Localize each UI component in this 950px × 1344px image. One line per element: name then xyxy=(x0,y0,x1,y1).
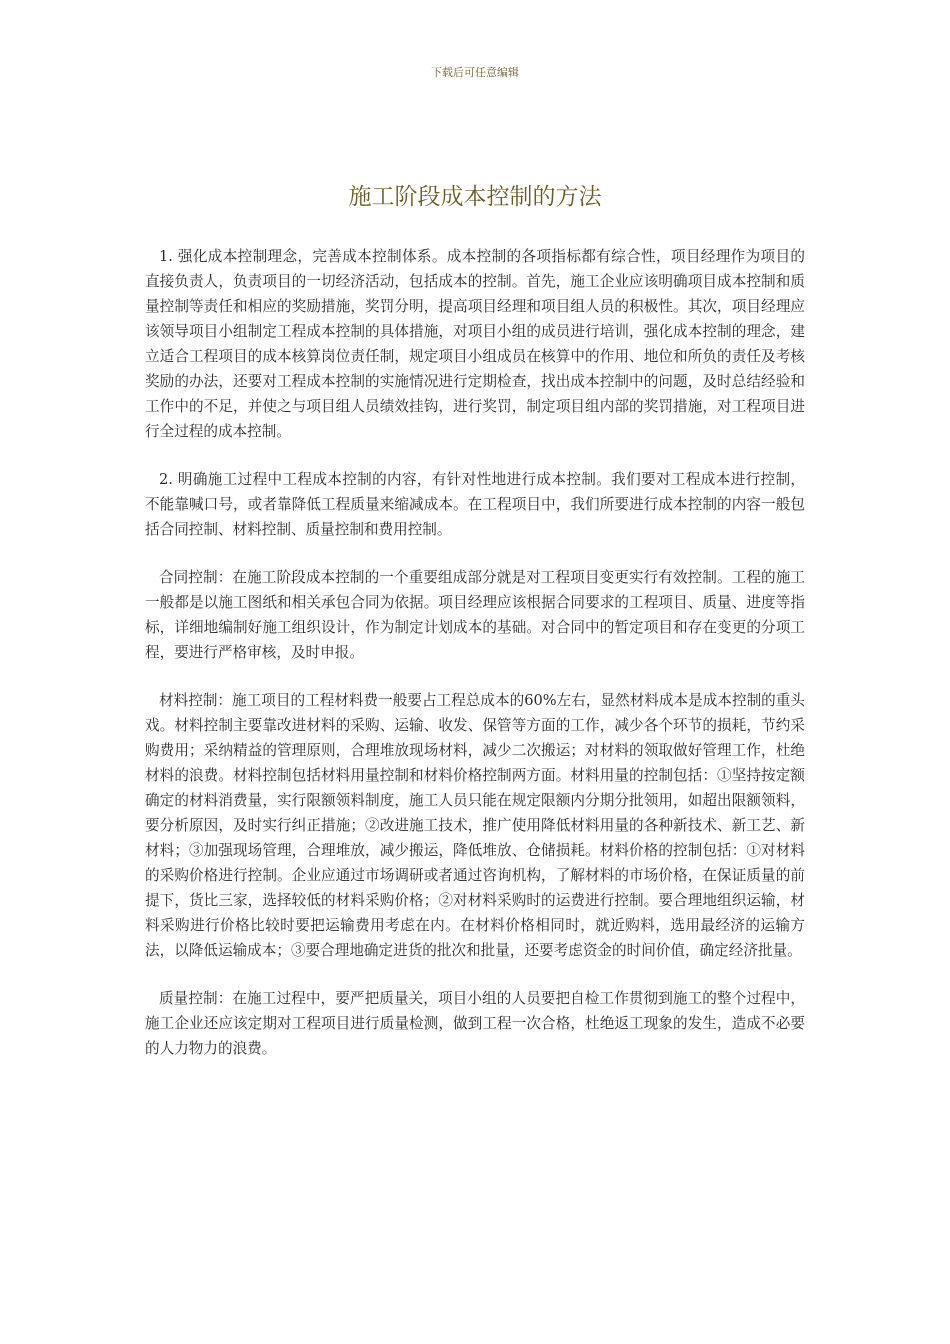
paragraph-cost-control-content: 2. 明确施工过程中工程成本控制的内容，有针对性地进行成本控制。我们要对工程成本进行控制，不能靠喊口号，或者靠降低工程质量来缩减成本。在工程项目中，我们所要进行成本控制的内容一般包括合同控制、材料控制、质量控制和费用控制。 xyxy=(145,471,805,538)
document-body xyxy=(145,244,805,1084)
paragraph-quality-control: 质量控制：在施工过程中，要严把质量关，项目小组的人员要把自检工作贯彻到施工的整个过程中，施工企业还应该定期对工程项目进行质量检测，做到工程一次合格，杜绝返工现象的发生，造成不必要的人力物力的浪费。 xyxy=(145,990,805,1057)
document-title: 施工阶段成本控制的方法 xyxy=(348,184,602,210)
paragraph-contract-control: 合同控制：在施工阶段成本控制的一个重要组成部分就是对工程项目变更实行有效控制。工程的施工一般都是以施工图纸和相关承包合同为依据。项目经理应该根据合同要求的工程项目、质量、进度等指标，详细地编制好施工组织设计，作为制定计划成本的基础。对合同中的暂定项目和存在变更的分项工程，要进行严格审核，及时申报。 xyxy=(145,569,805,661)
header-note: 下载后可任意编辑 xyxy=(431,66,519,79)
paragraph-material-control: 材料控制：施工项目的工程材料费一般要占工程总成本的60%左右，显然材料成本是成本控制的重头戏。材料控制主要靠改进材料的采购、运输、收发、保管等方面的工作，减少各个环节的损耗，节约采购费用；采纳精益的管理原则，合理堆放现场材料，减少二次搬运；对材料的领取做好管理工作，杜绝材料的浪费。材料控制包括材料用量控制和材料价格控制两方面。材料用量的控制包括：①坚持按定额确定的材料消费量，实行限额领料制度，施工人员只能在规定限额内分期分批领用，如超出限额领料，要分析原因，及时实行纠正措施；②改进施工技术，推广使用降低材料用量的各种新技术、新工艺、新材料；③加强现场管理，合理堆放，减少搬运，降低堆放、仓储损耗。材料价格的控制包括：①对材料的采购价格进行控制。企业应通过市场调研或者通过咨询机构，了解材料的市场价格，在保证质量的前提下，货比三家，选择较低的材料采购价格；②对材料采购时的运费进行控制。要合理地组织运输，材料采购进行价格比较时要把运输费用考虑在内。在材料价格相同时，就近购料，选用最经济的运输方法，以降低运输成本；③要合理地确定进货的批次和批量，还要考虑资金的时间价值，确定经济批量。 xyxy=(145,692,805,959)
paragraph-cost-control-concept: 1. 强化成本控制理念，完善成本控制体系。成本控制的各项指标都有综合性，项目经理作为项目的直接负责人，负责项目的一切经济活动，包括成本的控制。首先，施工企业应该明确项目成本控制和质量控制等责任和相应的奖励措施，奖罚分明，提高项目经理和项目组人员的积极性。其次，项目经理应该领导项目小组制定工程成本控制的具体措施，对项目小组的成员进行培训，强化成本控制的理念，建立适合工程项目的成本核算岗位责任制，规定项目小组成员在核算中的作用、地位和所负的责任及考核奖励的办法，还要对工程成本控制的实施情况进行定期检查，找出成本控制中的问题，及时总结经验和工作中的不足，并使之与项目组人员绩效挂钩，进行奖罚，制定项目组内部的奖罚措施，对工程项目进行全过程的成本控制。 xyxy=(145,248,805,440)
